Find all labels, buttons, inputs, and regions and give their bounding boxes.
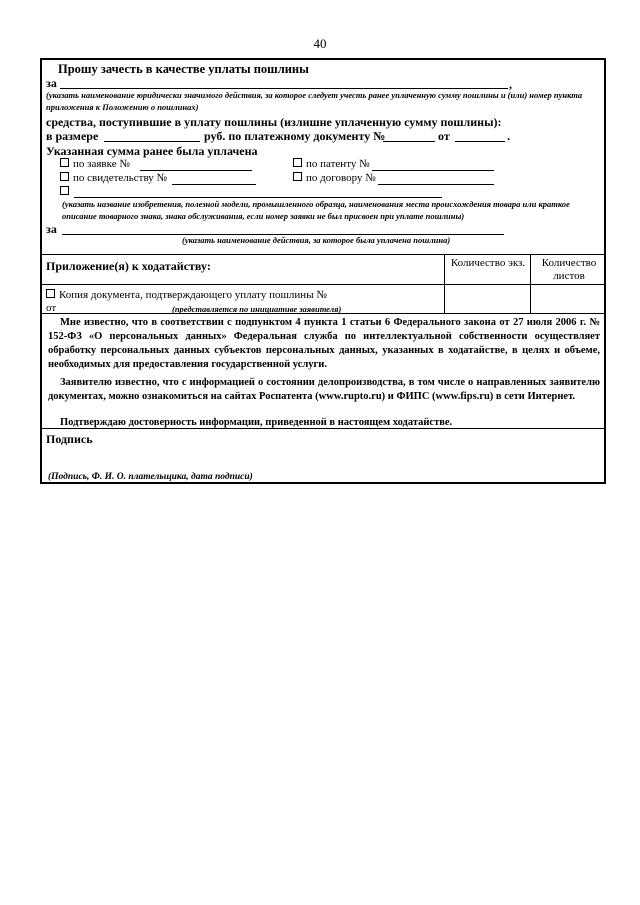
checkbox[interactable] <box>293 172 302 181</box>
from-label: от <box>438 129 450 143</box>
checkbox[interactable] <box>60 158 69 167</box>
signature-hint: (Подпись, Ф. И. О. плательщика, дата подписи) <box>48 472 253 482</box>
col-copies-header: Количество экз. <box>450 257 526 269</box>
attachment-hint: (представляется по инициативе заявителя) <box>172 304 342 314</box>
period: . <box>507 129 510 143</box>
option-contract[interactable] <box>293 172 376 184</box>
comma: , <box>509 77 512 91</box>
attachment-copy-item[interactable] <box>46 289 327 301</box>
attachment-copy-label: Копия документа, подтверждающего уплату пошлины № <box>59 289 327 301</box>
col-sheets-header: Количество листов <box>541 257 597 282</box>
funds-text: средства, поступившие в уплату пошлины (излишне уплаченную сумму пошлины): <box>46 115 502 129</box>
option-other[interactable] <box>60 186 73 198</box>
paid-action-hint: (указать наименование действия, за которое была уплачена пошлина) <box>182 235 451 245</box>
certificate-number-line[interactable] <box>172 184 256 185</box>
attachments-header: Приложение(я) к ходатайству: <box>46 259 211 273</box>
za-label: за <box>46 76 57 90</box>
object-hint: (указать название изобретения, полезной модели, промышленного образца, наименования места происхождения товара или краткое описание товарного знака, знака обслуживания, если номер заявки не был присвоен при уплате пошлины) <box>62 199 570 221</box>
option-application-label: по заявке № <box>73 158 130 170</box>
option-application[interactable] <box>60 158 130 170</box>
confirm-notice: Подтверждаю достоверность информации, приведенной в настоящем ходатайстве. <box>60 417 453 428</box>
page-number: 40 <box>313 36 327 51</box>
checkbox[interactable] <box>293 158 302 167</box>
checkbox[interactable] <box>60 172 69 181</box>
signature-label: Подпись <box>46 432 93 446</box>
option-contract-label: по договору № <box>306 172 376 184</box>
attachment-from-label: от <box>46 302 57 314</box>
amount-input-line[interactable] <box>104 141 200 142</box>
info-notice: Заявителю известно, что с информацией о состоянии делопроизводства, в том числе о направленных заявителю документах, можно ознакомиться на сайтах Роспатента (www.rupto.ru) и ФИПС (www.fips.ru) в сети Интернет. <box>48 377 600 402</box>
checkbox[interactable] <box>46 289 55 298</box>
divider <box>42 428 604 429</box>
divider <box>42 284 604 285</box>
option-patent-label: по патенту № <box>306 158 370 170</box>
personal-data-notice: Мне известно, что в соответствии с подпунктом 4 пункта 1 статьи 6 Федерального закона от 27 июля 2006 г. № 152-ФЗ «О персональных данных» Федеральная служба по интеллектуальной собственности осуществляет обработку персональных данных субъектов персональных данных, указанных в ходатайстве, в целях и объеме, необходимых для предоставления государственной услуги. <box>48 317 600 370</box>
patent-number-line[interactable] <box>372 170 494 171</box>
amount-suffix: руб. по платежному документу № <box>204 129 386 143</box>
divider <box>42 254 604 255</box>
contract-number-line[interactable] <box>378 184 494 185</box>
action-hint: (указать наименование юридически значимого действия, за которое следует учесть ранее уплаченную сумму пошлины и (или) номер пункта приложения к Положению о пошлинах) <box>46 90 583 112</box>
amount-label: в размере <box>46 129 99 143</box>
za-label-2: за <box>46 222 57 236</box>
request-heading: Прошу зачесть в качестве уплаты пошлины <box>58 62 309 76</box>
option-certificate-label: по свидетельству № <box>73 172 168 184</box>
divider <box>42 313 604 314</box>
payment-date-line[interactable] <box>455 141 505 142</box>
paid-for-heading: Указанная сумма ранее была уплачена <box>46 144 258 158</box>
option-certificate[interactable] <box>60 172 167 184</box>
option-patent[interactable] <box>293 158 370 170</box>
checkbox[interactable] <box>60 186 69 195</box>
payment-doc-number-line[interactable] <box>383 141 435 142</box>
fee-offset-form <box>40 58 606 484</box>
application-number-line[interactable] <box>140 170 252 171</box>
